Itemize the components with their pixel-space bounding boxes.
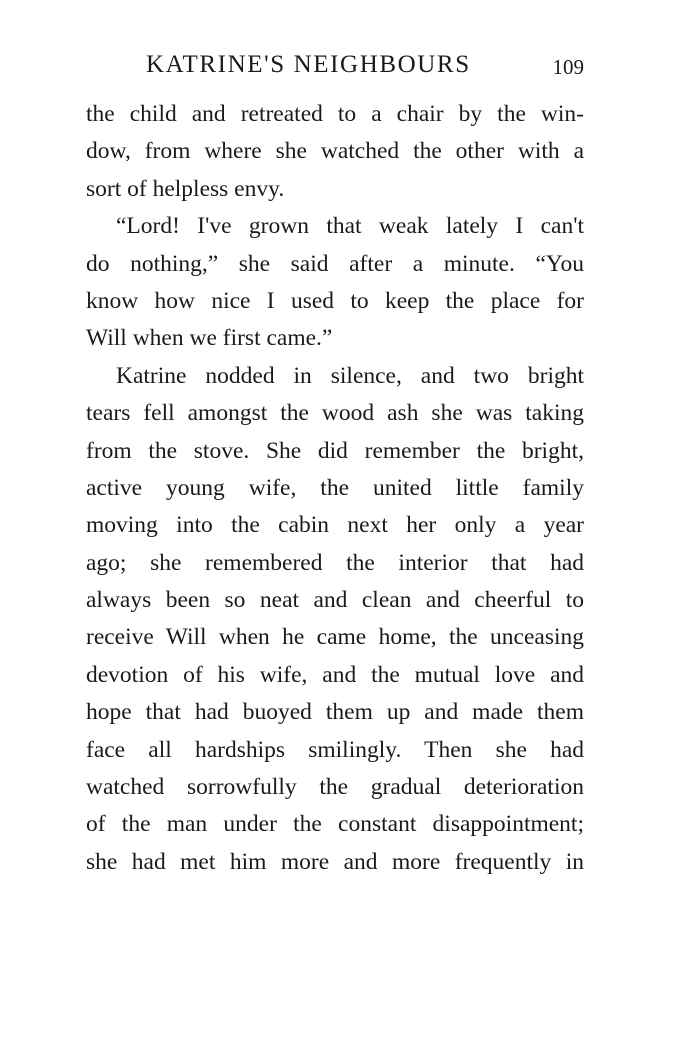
text-line: tears fell amongst the wood ash she was taking: [86, 400, 584, 427]
text-line: sort of helpless envy.: [86, 175, 285, 202]
text-line: Will when we first came.”: [86, 325, 333, 352]
text-line: active young wife, the united little family: [86, 474, 584, 501]
running-title: KATRINE'S NEIGHBOURS: [146, 51, 471, 78]
text-line: face all hardships smilingly. Then she had: [86, 736, 584, 763]
paragraph-start-line: Katrine nodded in silence, and two bright: [116, 362, 584, 389]
text-line: watched sorrowfully the gradual deterioration: [86, 774, 584, 801]
paragraph-start-line: “Lord! I've grown that weak lately I can't: [116, 213, 584, 240]
text-line: of the man under the constant disappointment;: [86, 811, 584, 838]
page-header: [146, 48, 584, 82]
text-line: ago; she remembered the interior that had: [86, 549, 584, 576]
text-line: dow, from where she watched the other with a: [86, 138, 584, 165]
text-line: hope that had buoyed them up and made them: [86, 699, 584, 726]
body-text: [86, 96, 584, 881]
text-line: from the stove. She did remember the bright,: [86, 437, 584, 464]
page-number: 109: [552, 55, 584, 79]
text-line: devotion of his wife, and the mutual love and: [86, 661, 584, 688]
text-line: know how nice I used to keep the place for: [86, 287, 584, 314]
text-line: she had met him more and more frequently in: [86, 848, 584, 875]
text-line: always been so neat and clean and cheerful to: [86, 587, 584, 614]
text-line: do nothing,” she said after a minute. “You: [86, 250, 584, 277]
text-line: the child and retreated to a chair by the win-: [86, 101, 584, 127]
text-line: receive Will when he came home, the unceasing: [86, 624, 584, 651]
text-line: moving into the cabin next her only a year: [86, 512, 584, 539]
